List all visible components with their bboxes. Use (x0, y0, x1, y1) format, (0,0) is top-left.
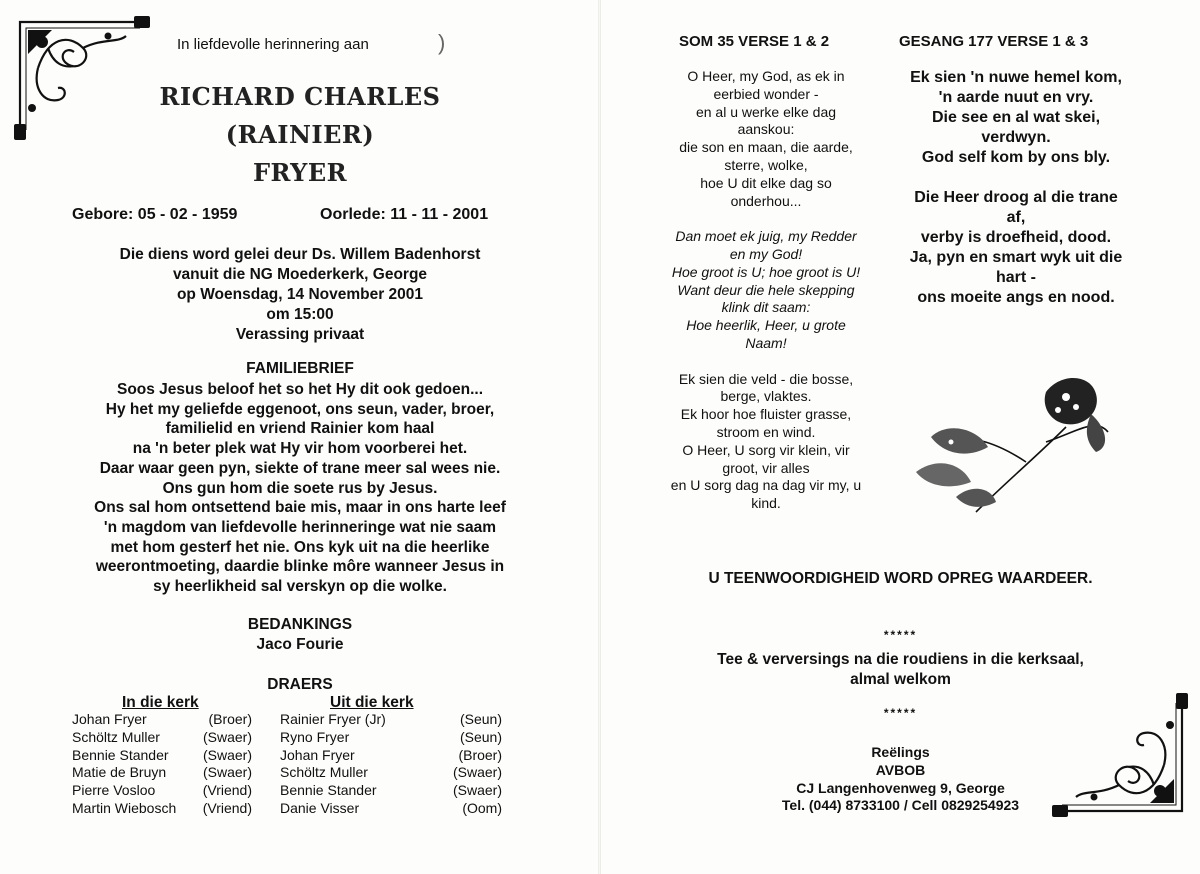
bearer-name: Danie Visser (280, 799, 360, 816)
service-line: op Woensdag, 14 November 2001 (176, 286, 424, 303)
service-line: om 15:00 (266, 306, 334, 323)
bearer-name: Pierre Vosloo (72, 782, 156, 799)
letter-line: na 'n beter plek wat Hy vir hom voorberei het. (132, 440, 468, 458)
undertaker-name: AVBOB (875, 761, 926, 778)
in-church-heading: In die kerk (122, 694, 199, 711)
deceased-name-line3: FRYER (252, 158, 348, 187)
bearer-relation: (Swaer) (202, 746, 252, 763)
list-item (72, 800, 252, 818)
letter-line: familielid en vriend Rainier kom haal (165, 420, 435, 438)
letter-line: Ons sal hom ontsettend baie mis, maar in ons harte leef (94, 499, 506, 517)
psalm-line: O Heer, my God, as ek in (687, 68, 845, 84)
bearer-relation: (Broer) (458, 746, 502, 763)
tea-line: almal welkom (850, 671, 951, 688)
gesang-line: verdwyn. (981, 129, 1051, 146)
psalm-text (651, 68, 881, 513)
deceased-name-line1: RICHARD CHARLES (159, 82, 441, 111)
psalm-line: O Heer, U sorg vir klein, vir (682, 441, 850, 458)
psalm-chorus-line: Want deur die hele skepping (677, 281, 855, 298)
list-item (72, 729, 252, 747)
psalm-line: die son en maan, die aarde, (679, 139, 853, 156)
letter-line: 'n magdom van liefdevolle herinneringe wat nie saam (103, 518, 497, 536)
psalm-chorus-line: Naam! (745, 334, 787, 351)
bearer-name: Bennie Stander (72, 746, 169, 763)
service-line: Die diens word gelei deur Ds. Willem Badenhorst (119, 246, 481, 263)
stars-divider: ***** (883, 628, 918, 642)
bearer-relation: (Swaer) (452, 782, 502, 799)
bearer-name: Schöltz Muller (280, 764, 368, 781)
gesang-line: 'n aarde nuut en vry. (938, 89, 1094, 106)
stray-bracket: ) (438, 30, 446, 55)
appreciation-text: U TEENWOORDIGHEID WORD OPREG WAARDEER. (708, 570, 1093, 587)
bearers-heading: DRAERS (267, 676, 333, 693)
letter-line: Soos Jesus beloof het so het Hy dit ook gedoen... (116, 381, 484, 398)
thanks-heading: BEDANKINGS (247, 616, 353, 633)
address: CJ Langenhovenweg 9, George (796, 779, 1005, 796)
list-item (280, 800, 502, 818)
bearer-name: Matie de Bruyn (72, 764, 167, 781)
phone-numbers: Tel. (044) 8733100 / Cell 0829254923 (781, 797, 1020, 814)
list-item (280, 747, 502, 765)
psalm-line: Ek hoor hoe fluister grasse, (680, 406, 852, 423)
letter-line: met hom gesterf het nie. Ons kyk uit na die heerlike (110, 538, 490, 556)
refreshments-note (601, 650, 1200, 690)
bearer-relation: (Swaer) (452, 764, 502, 781)
psalm-line: eerbied wonder - (713, 85, 819, 102)
gesang-title: GESANG 177 VERSE 1 & 3 (899, 33, 1089, 50)
list-item (280, 782, 502, 800)
out-church-bearers (280, 711, 502, 818)
gesang-line: af, (1006, 209, 1026, 226)
gesang-line: Ja, pyn en smart wyk uit die (909, 249, 1123, 266)
psalm-line: stroom en wind. (716, 423, 816, 440)
psalm-line: kind. (751, 495, 781, 512)
list-item (72, 764, 252, 782)
gesang-line: verby is droefheid, dood. (920, 229, 1112, 246)
psalm-title: SOM 35 VERSE 1 & 2 (679, 33, 830, 50)
list-item (72, 711, 252, 729)
gesang-line: ons moeite angs en nood. (917, 289, 1115, 306)
psalm-chorus-line: Dan moet ek juig, my Redder (675, 228, 857, 245)
bearer-name: Johan Fryer (280, 746, 355, 763)
deceased-name-line2: (RAINIER) (225, 120, 375, 149)
letter-line: weerontmoeting, daardie blinke môre wanneer Jesus in (95, 558, 505, 576)
letter-line: Hy het my geliefde eggenoot, ons seun, vader, broer, (105, 400, 495, 418)
psalm-chorus-line: klink dit saam: (721, 299, 811, 316)
psalm-chorus-line: en my God! (729, 245, 803, 262)
psalm-line: hoe U dit elke dag so (700, 174, 832, 191)
out-church-heading: Uit die kerk (330, 694, 414, 711)
gesang-line: Ek sien 'n nuwe hemel kom, (910, 69, 1122, 86)
bearer-name: Schöltz Muller (72, 728, 160, 745)
bearer-relation: (Seun) (459, 728, 502, 745)
intro-text: In liefdevolle herinnering aan (177, 36, 369, 53)
service-details (40, 245, 560, 345)
gesang-line: Die see en al wat skei, (931, 109, 1101, 126)
in-church-bearers (72, 711, 252, 818)
bearer-relation: (Swaer) (202, 728, 252, 745)
tea-line: Tee & verversings na die roudiens in die kerksaal, (717, 651, 1084, 668)
bearer-relation: (Broer) (208, 711, 252, 727)
letter-line: sy heerlikheid sal verskyn op die wolke. (153, 578, 447, 596)
list-item (72, 782, 252, 800)
psalm-line: Ek sien die veld - die bosse, (678, 370, 854, 387)
psalm-chorus-line: Hoe heerlik, Heer, u grote (686, 317, 846, 334)
thanks-name: Jaco Fourie (256, 636, 344, 653)
letter-line: Ons gun hom die soete rus by Jesus. (162, 479, 438, 497)
family-letter (40, 380, 560, 597)
service-line: vanuit die NG Moederkerk, George (172, 266, 428, 283)
list-item (280, 764, 502, 782)
bearer-relation: (Seun) (459, 711, 502, 727)
bearer-relation: (Vriend) (202, 782, 252, 799)
left-panel (0, 0, 598, 874)
right-panel (601, 0, 1200, 874)
arrangements-label: Reëlings (871, 744, 930, 760)
letter-line: Daar waar geen pyn, siekte of trane meer sal wees nie. (99, 459, 501, 477)
bearer-name: Bennie Stander (280, 782, 377, 799)
psalm-line: en U sorg dag na dag vir my, u (670, 477, 862, 494)
birth-date: Gebore: 05 - 02 - 1959 (72, 206, 238, 223)
list-item (72, 747, 252, 765)
letter-heading: FAMILIEBRIEF (246, 360, 354, 377)
rose-illustration (916, 372, 1121, 522)
bearer-relation: (Oom) (462, 799, 502, 816)
gesang-line: Die Heer droog al die trane (914, 189, 1118, 206)
bearer-relation: (Vriend) (202, 799, 252, 816)
psalm-line: en al u werke elke dag (695, 103, 837, 120)
psalm-line: sterre, wolke, (724, 156, 808, 173)
gesang-line: God self kom by ons bly. (921, 149, 1111, 166)
psalm-line: berge, vlaktes. (720, 388, 812, 405)
death-date: Oorlede: 11 - 11 - 2001 (320, 206, 489, 223)
service-line: Verassing privaat (235, 326, 365, 343)
bearer-name: Martin Wiebosch (72, 799, 177, 816)
corner-ornament-bottom-right (1049, 690, 1194, 825)
list-item (280, 711, 502, 729)
bearer-name: Ryno Fryer (280, 728, 350, 745)
bearer-name: Rainier Fryer (Jr) (280, 711, 386, 727)
psalm-line: groot, vir alles (722, 459, 810, 476)
bearer-name: Johan Fryer (72, 711, 147, 727)
bearer-relation: (Swaer) (202, 764, 252, 781)
stars-divider: ***** (883, 706, 918, 720)
gesang-line: hart - (996, 269, 1036, 286)
psalm-line: aanskou: (737, 121, 795, 138)
gesang-text (891, 68, 1141, 308)
psalm-line: onderhou... (730, 192, 802, 209)
list-item (280, 729, 502, 747)
psalm-chorus-line: Hoe groot is U; hoe groot is U! (671, 263, 861, 280)
